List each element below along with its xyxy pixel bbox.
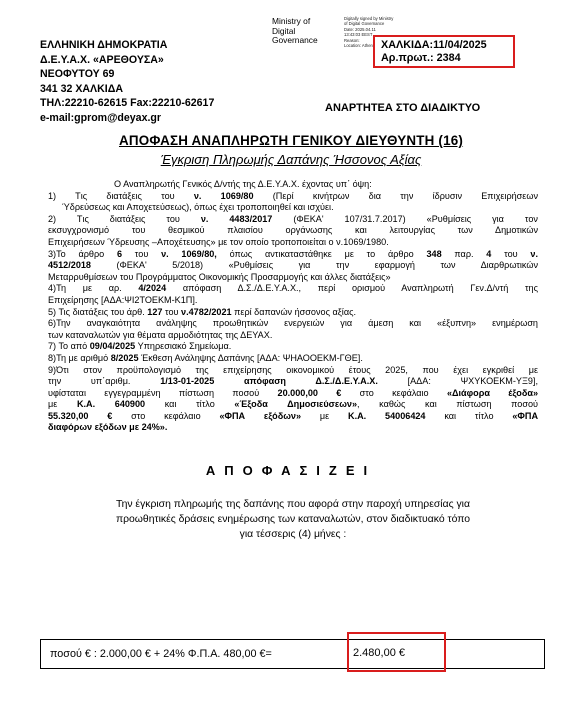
org-street: ΝΕΟΦΥΤΟΥ 69: [40, 68, 115, 80]
org-name: Δ.Ε.Υ.Α.Χ. «ΑΡΕΘΟΥΣΑ»: [40, 53, 164, 66]
protocol-stamp: [381, 39, 487, 65]
posting-notice: ΑΝΑΡΤΗΤΕΑ ΣΤΟ ΔΙΑΔΙΚΤΥΟ: [325, 102, 481, 114]
decision-subtitle: Έγκριση Πληρωμής Δαπάνης Ήσσονος Αξίας: [160, 152, 422, 167]
clause-6: 6)Την αναγκαιότητα ανάληψης προωθητικών ενεργειών για άμεση και «έξυπνη» ενημέρωση: [48, 318, 538, 329]
clause-4: 4)Τη με αρ. 4/2024 απόφαση Δ.Σ./Δ.Ε.Υ.Α.Χ., περί ορισμού Αναπληρωτή Γεν.Δ/ντή της: [48, 283, 538, 294]
org-phone-fax: ΤΗΛ:22210-62615 Fax:22210-62617: [40, 97, 215, 109]
decides-heading: ΑΠΟΦΑΣΙΖΕΙ: [205, 463, 377, 478]
stamp-date: ΧΑΛΚΙΔΑ:11/04/2025: [381, 39, 487, 51]
clause-6-end: των καταναλωτών για θέματα αρμοδιότητας της ΔΕΥΑΧ.: [48, 329, 273, 340]
clause-3-end: Μεταρρυθμίσεων του Προγράμματος Οικονομικής Προσαρμογής και άλλες διατάξεις»: [48, 271, 391, 282]
clause-9-l3: υφίσταται εγγεγραμμένη πίστωση ποσού 20.000,00 € στο κεφάλαιο «Διάφορα έξοδα»: [48, 387, 538, 398]
org-country: ΕΛΛΗΝΙΚΗ ΔΗΜΟΚΡΑΤΙΑ: [40, 39, 168, 51]
clause-2: 2) Tις διατάξεις του ν. 4483/2017 (ΦΕΚΑ' 107/31.7.2017) «Ρυθμίσεις για τον: [48, 213, 538, 224]
org-email: e-mail:gprom@deyax.gr: [40, 111, 162, 124]
amount-breakdown: ποσού € : 2.000,00 € + 24% Φ.Π.Α. 480,00 €=: [50, 648, 272, 660]
decision-line-2: προωθητικές δράσεις ενημέρωσης των καταναλωτών, στον διαδικτυακό τόπο: [115, 514, 471, 525]
clause-9-l4: με Κ.Α. 640900 και τίτλο «Έξοδα Δημοσιεύσεων», καθώς και πίστωση ποσού: [48, 399, 538, 410]
clause-2-end: Επιχειρήσεων Ύδρευσης –Αποχέτευσης» με τον οποίο τροποποιείται ο ν.1069/1980.: [48, 236, 389, 247]
document-body: [48, 179, 538, 434]
clause-9: 9)Ότι στον προϋπολογισμό της επιχείρησης οικονομικού έτους 2025, που έχει εγκριθεί με: [48, 364, 538, 375]
digital-signature-details: Digitally signed by Ministry of Digital Governance Date: 2025.04.11 13:43:03 EEST Reason: Location: Athens: [344, 16, 394, 49]
clause-2-cont: εκσυγχρονισμό του θεσμικού πλαισίου οργάνωσης και λειτουργίας των Δημοτικών: [48, 225, 538, 236]
org-city: 341 32 ΧΑΛΚΙΔΑ: [40, 82, 123, 95]
decision-title: ΑΠΟΦΑΣΗ ΑΝΑΠΛΗΡΩΤΗ ΓΕΝΙΚΟΥ ΔΙΕΥΘΥΝΤΗ (16): [118, 133, 464, 148]
amount-total: 2.480,00 €: [353, 647, 405, 659]
decision-text: [48, 497, 538, 542]
intro-paragraph: Ο Αναπληρωτής Γενικός Δ/ντής της Δ.Ε.Υ.Α.Χ. έχοντας υπ΄ όψη:: [114, 179, 372, 189]
clause-3-cont: 4512/2018 (ΦΕΚΑ' 5/2018) «Ρυθμίσεις για την εφαρμογή των Διαρθρωτικών: [48, 260, 538, 271]
stamp-protocol-number: Αρ.πρωτ.: 2384: [381, 52, 461, 64]
clause-1: 1) Tις διατάξεις του ν. 1069/80 (Περί κινήτρων δια την ίδρυσιν Επιχειρήσεων: [48, 190, 538, 201]
clause-9-l5: 55.320,00 € στο κεφάλαιο «ΦΠΑ εξόδων» με Κ.Α. 54006424 και τίτλο «ΦΠΑ: [48, 410, 539, 421]
clause-8: 8)Τη με αριθμό 8/2025 Έκθεση Ανάληψης Δαπάνης [ΑΔΑ: ΨΗΑΟΟΕΚΜ-ΓΘΕ].: [48, 352, 363, 363]
clause-5: 5) Τις διατάξεις του άρθ. 127 του ν.4782/2021 περί δαπανών ήσσονος αξίας.: [48, 306, 356, 317]
decision-line-1: Την έγκριση πληρωμής της δαπάνης που αφορά στην παροχή υπηρεσίας για: [115, 499, 470, 510]
organization-header: [40, 38, 214, 125]
clause-9-l2: την υπ΄αριθμ. 1/13-01-2025 απόφαση Δ.Σ./Δ.Ε.Υ.Α.Χ. [ΑΔΑ: ΨΧΥΚΟΕΚΜ-ΥΞ9],: [48, 376, 538, 387]
clause-7: 7) Το από 09/04/2025 Υπηρεσιακό Σημείωμα.: [48, 341, 232, 352]
digital-signature-label: Ministry of Digital Governance: [272, 16, 318, 46]
clause-3: 3)Το άρθρο 6 του ν. 1069/80, όπως αντικαταστάθηκε με το άρθρο 348 παρ. 4 του ν.: [48, 248, 538, 259]
clause-9-end: διαφόρων εξόδων με 24%».: [48, 422, 168, 433]
clause-4-end: Επιχείρησης [ΑΔΑ:ΨΙ2ΤΟΕΚΜ-Κ1Π].: [48, 294, 198, 305]
decision-line-3: για τέσσερις (4) μήνες :: [239, 529, 347, 540]
clause-1-cont: Ύδρεύσεως και Αποχετεύσεως), όπως έχει τροποποιηθεί και ισχύει.: [62, 202, 334, 213]
